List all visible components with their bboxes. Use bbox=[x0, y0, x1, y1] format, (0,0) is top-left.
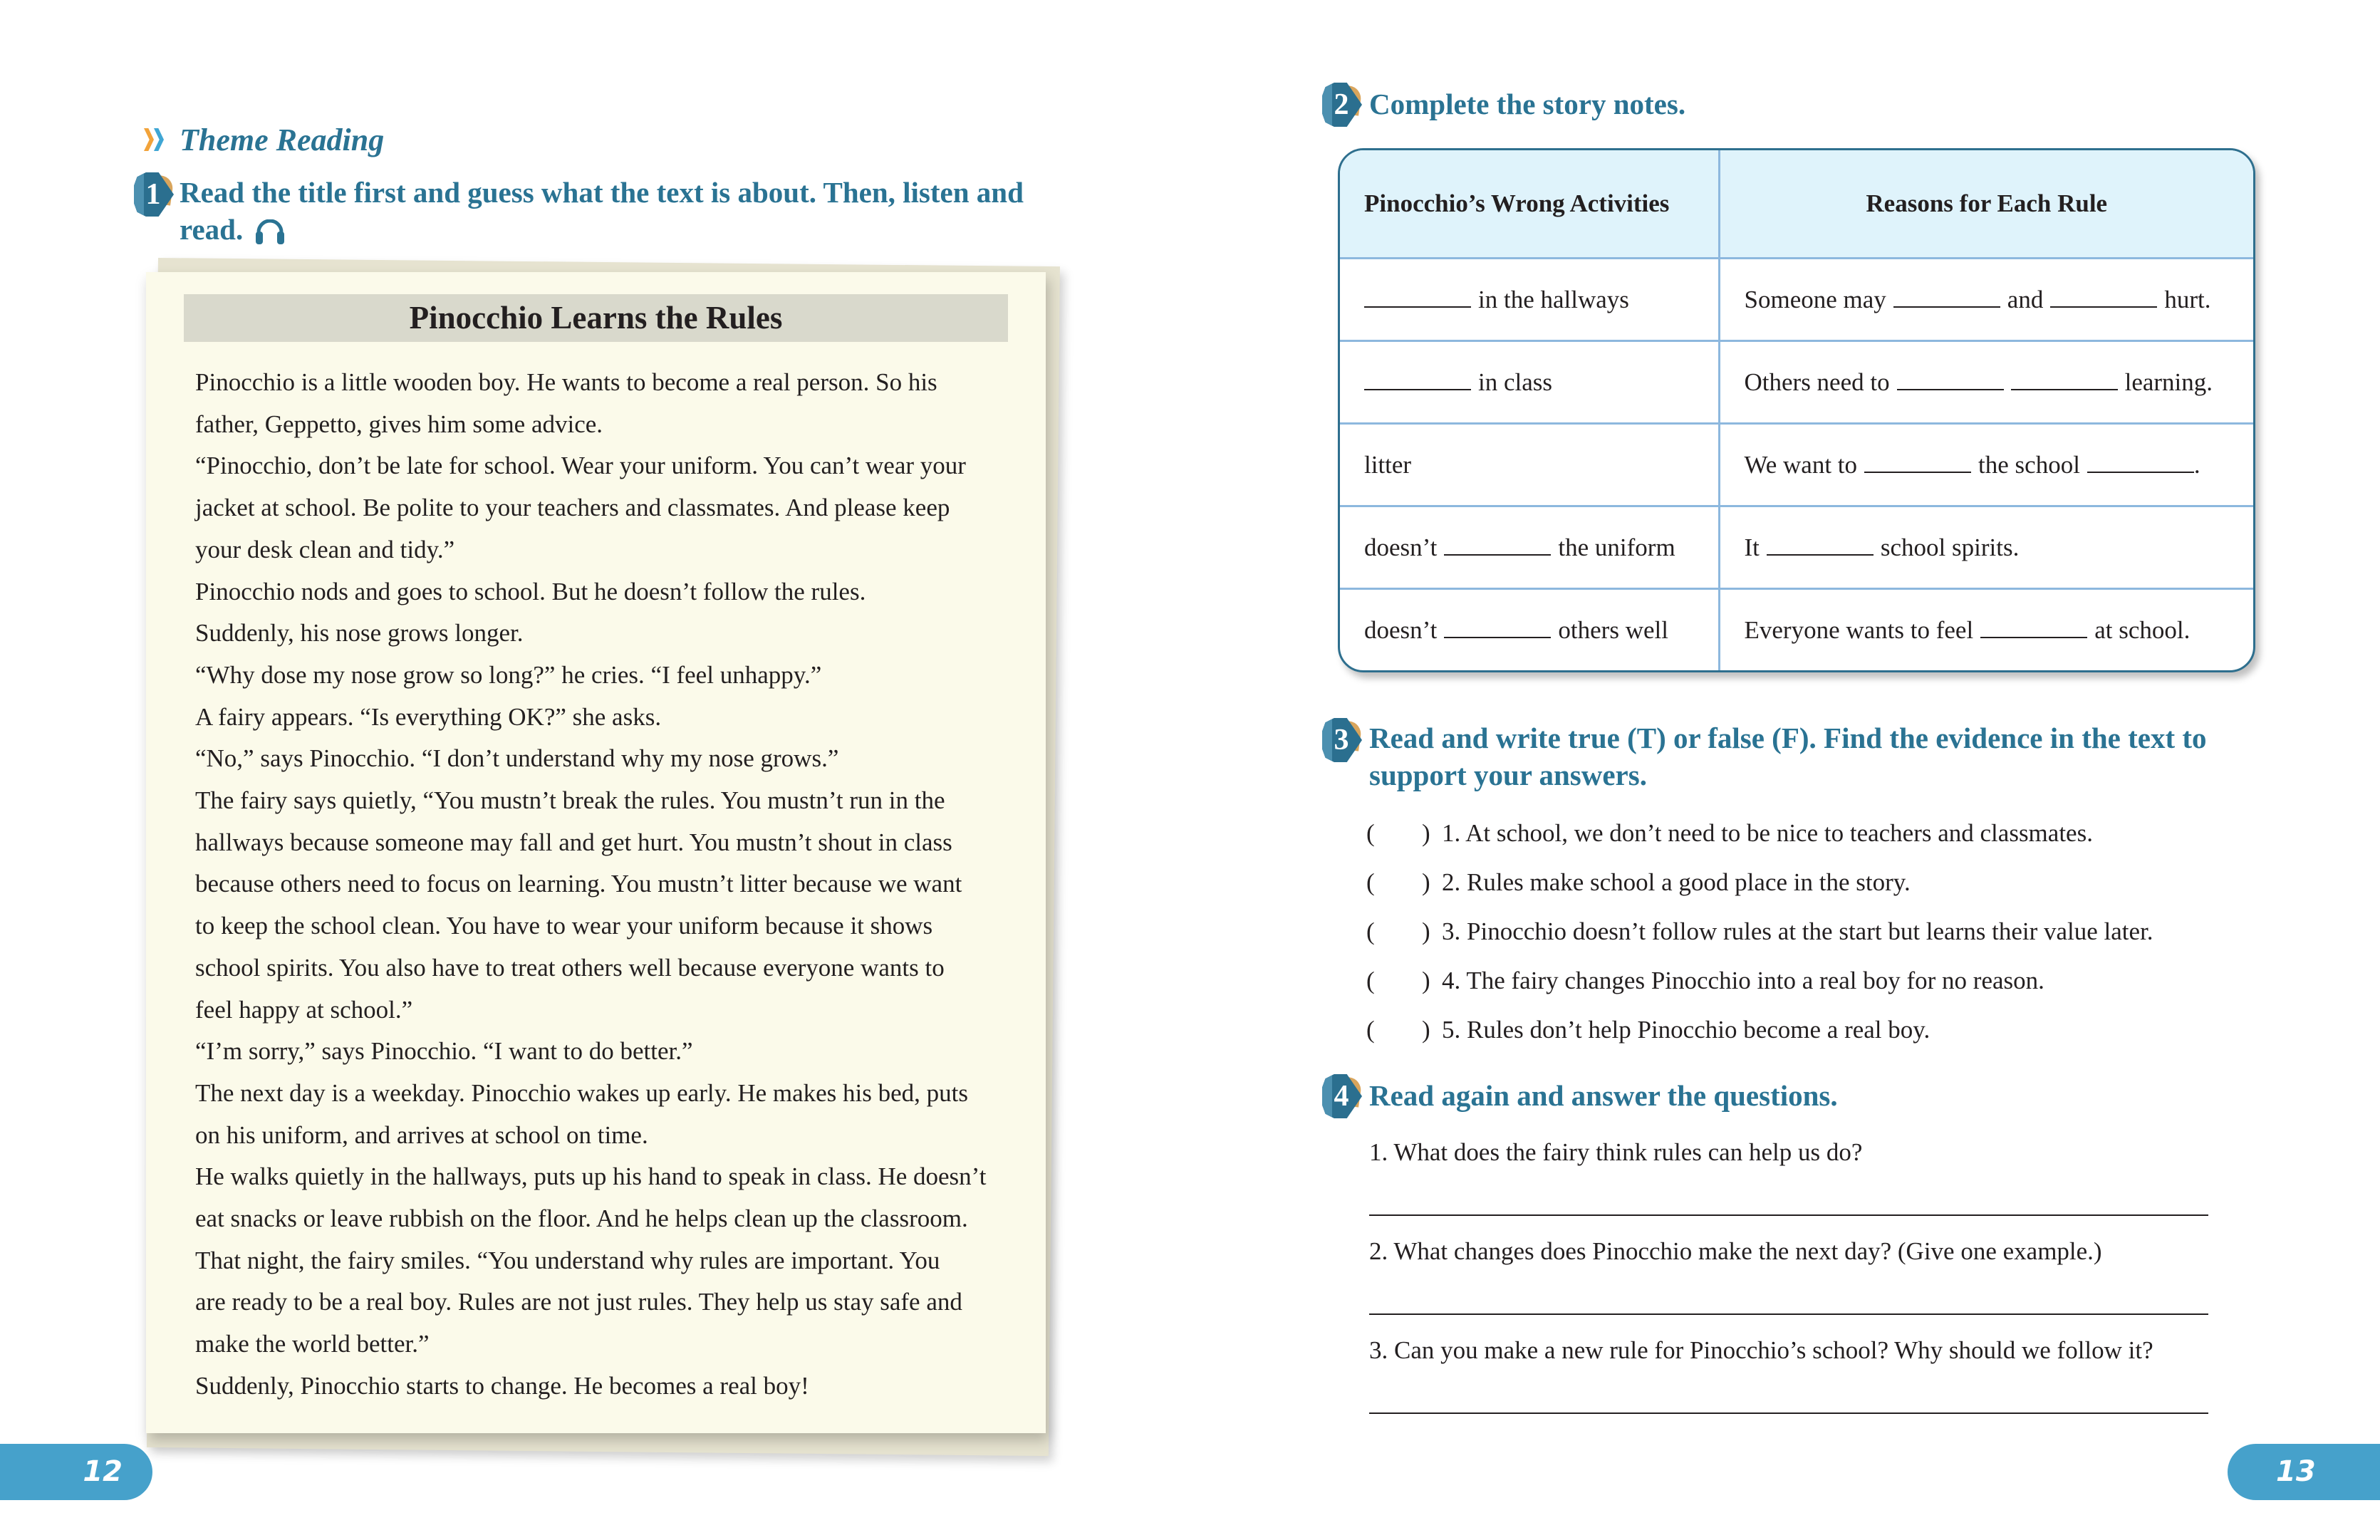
headphones-icon[interactable] bbox=[254, 217, 286, 242]
story-line: Pinocchio nods and goes to school. But he doesn’t follow the rules. bbox=[195, 577, 866, 605]
fill-blank[interactable] bbox=[1364, 369, 1471, 390]
fill-blank[interactable] bbox=[1364, 286, 1471, 308]
story-line: to keep the school clean. You have to wear your uniform because it shows bbox=[195, 912, 933, 940]
story-line: eat snacks or leave rubbish on the floor. And he helps clean up the classroom. bbox=[195, 1205, 968, 1233]
activity-cell: in class bbox=[1340, 341, 1719, 424]
table-row bbox=[1340, 259, 2253, 341]
true-false-item: ( ) 1. At school, we don’t need to be nice to teachers and classmates. bbox=[1366, 819, 2093, 847]
story-line: on his uniform, and arrives at school on time. bbox=[195, 1120, 648, 1149]
section-label-text: Theme Reading bbox=[180, 122, 385, 157]
page-number-right: 13 bbox=[2228, 1444, 2380, 1500]
exercise-2-badge: 2 bbox=[1322, 83, 1362, 127]
story-line: feel happy at school.” bbox=[195, 995, 413, 1024]
story-line: make the world better.” bbox=[195, 1330, 430, 1358]
double-chevron-icon bbox=[142, 125, 171, 154]
exercise-1-instruction: Read the title first and guess what the text is about. Then, listen and read. bbox=[180, 176, 1024, 246]
fill-blank[interactable] bbox=[1893, 286, 2000, 308]
fill-blank[interactable] bbox=[1767, 534, 1874, 556]
section-label bbox=[142, 120, 384, 160]
page-number-left: 12 bbox=[0, 1444, 152, 1500]
table-row bbox=[1340, 506, 2253, 589]
story-line: are ready to be a real boy. Rules are not just rules. They help us stay safe and bbox=[195, 1288, 962, 1316]
true-false-item: ( ) 2. Rules make school a good place in the story. bbox=[1366, 868, 1911, 896]
story-line: That night, the fairy smiles. “You understand why rules are important. You bbox=[195, 1246, 940, 1274]
story-line: He walks quietly in the hallways, puts up his hand to speak in class. He doesn’t bbox=[195, 1162, 987, 1191]
activity-cell: doesn’t the uniform bbox=[1340, 506, 1719, 589]
exercise-2-instruction: Complete the story notes. bbox=[1369, 88, 1686, 120]
reading-text bbox=[195, 362, 1006, 1408]
table-row bbox=[1340, 424, 2253, 506]
true-false-item: ( ) 4. The fairy changes Pinocchio into a real boy for no reason. bbox=[1366, 967, 2044, 994]
reading-title: Pinocchio Learns the Rules bbox=[184, 294, 1008, 342]
activity-cell: doesn’t others well bbox=[1340, 589, 1719, 671]
story-line: The next day is a weekday. Pinocchio wakes up early. He makes his bed, puts bbox=[195, 1078, 969, 1107]
story-line: jacket at school. Be polite to your teachers and classmates. And please keep bbox=[195, 494, 950, 522]
story-line: your desk clean and tidy.” bbox=[195, 535, 455, 563]
fill-blank[interactable] bbox=[1444, 534, 1551, 556]
reason-cell: Others need to learning. bbox=[1719, 341, 2253, 424]
story-line: father, Geppetto, gives him some advice. bbox=[195, 410, 603, 438]
reason-cell: It school spirits. bbox=[1719, 506, 2253, 589]
fill-blank[interactable] bbox=[1864, 452, 1971, 473]
answer-bracket[interactable]: ( ) bbox=[1366, 1016, 1430, 1044]
exercise-3-instruction: Read and write true (T) or false (F). Find the evidence in the text to support your answers. bbox=[1369, 722, 2207, 791]
fill-blank[interactable] bbox=[2050, 286, 2157, 308]
true-false-item: ( ) 5. Rules don’t help Pinocchio become a real boy. bbox=[1366, 1016, 1930, 1044]
exercise-3-badge: 3 bbox=[1322, 718, 1362, 762]
fill-blank[interactable] bbox=[1444, 617, 1551, 638]
answer-bracket[interactable]: ( ) bbox=[1366, 819, 1430, 847]
table-header-reasons: Reasons for Each Rule bbox=[1719, 150, 2253, 259]
story-line: “Pinocchio, don’t be late for school. Wear your uniform. You can’t wear your bbox=[195, 452, 966, 480]
exercise-4-instruction: Read again and answer the questions. bbox=[1369, 1079, 1838, 1112]
activity-cell: litter bbox=[1340, 424, 1719, 506]
fill-blank[interactable] bbox=[2087, 452, 2194, 473]
story-line: “Why dose my nose grow so long?” he cries. “I feel unhappy.” bbox=[195, 660, 822, 689]
story-line: A fairy appears. “Is everything OK?” she asks. bbox=[195, 702, 662, 731]
story-line: The fairy says quietly, “You mustn’t break the rules. You mustn’t run in the bbox=[195, 786, 945, 815]
answer-line[interactable] bbox=[1369, 1412, 2208, 1414]
story-line: “No,” says Pinocchio. “I don’t understand why my nose grows.” bbox=[195, 744, 839, 773]
story-line: Suddenly, Pinocchio starts to change. He becomes a real boy! bbox=[195, 1371, 809, 1400]
activity-cell: in the hallways bbox=[1340, 259, 1719, 341]
fill-blank[interactable] bbox=[1980, 617, 2087, 638]
true-false-item: ( ) 3. Pinocchio doesn’t follow rules at the start but learns their value later. bbox=[1366, 917, 2153, 945]
table-row bbox=[1340, 589, 2253, 671]
answer-line[interactable] bbox=[1369, 1313, 2208, 1315]
story-notes-table bbox=[1338, 148, 2255, 672]
question: 3. Can you make a new rule for Pinocchio’s school? Why should we follow it? bbox=[1369, 1336, 2153, 1364]
story-line: hallways because someone may fall and get hurt. You mustn’t shout in class bbox=[195, 828, 952, 856]
table-header-activities: Pinocchio’s Wrong Activities bbox=[1340, 150, 1719, 259]
question: 2. What changes does Pinocchio make the next day? (Give one example.) bbox=[1369, 1237, 2102, 1265]
story-line: Suddenly, his nose grows longer. bbox=[195, 619, 524, 647]
answer-bracket[interactable]: ( ) bbox=[1366, 967, 1430, 994]
fill-blank[interactable] bbox=[1897, 369, 2004, 390]
story-line: Pinocchio is a little wooden boy. He wants to become a real person. So his bbox=[195, 368, 937, 396]
reason-cell: Someone may and hurt. bbox=[1719, 259, 2253, 341]
story-line: “I’m sorry,” says Pinocchio. “I want to do better.” bbox=[195, 1037, 693, 1066]
reason-cell: We want to the school . bbox=[1719, 424, 2253, 506]
answer-bracket[interactable]: ( ) bbox=[1366, 868, 1430, 896]
reason-cell: Everyone wants to feel at school. bbox=[1719, 589, 2253, 671]
answer-bracket[interactable]: ( ) bbox=[1366, 917, 1430, 945]
answer-line[interactable] bbox=[1369, 1214, 2208, 1216]
question: 1. What does the fairy think rules can help us do? bbox=[1369, 1138, 1863, 1166]
story-line: school spirits. You also have to treat others well because everyone wants to bbox=[195, 953, 945, 982]
table-row bbox=[1340, 341, 2253, 424]
exercise-4-badge: 4 bbox=[1322, 1074, 1362, 1118]
story-line: because others need to focus on learning. You mustn’t litter because we want bbox=[195, 870, 962, 898]
fill-blank[interactable] bbox=[2011, 369, 2118, 390]
exercise-1-badge: 1 bbox=[134, 172, 174, 217]
